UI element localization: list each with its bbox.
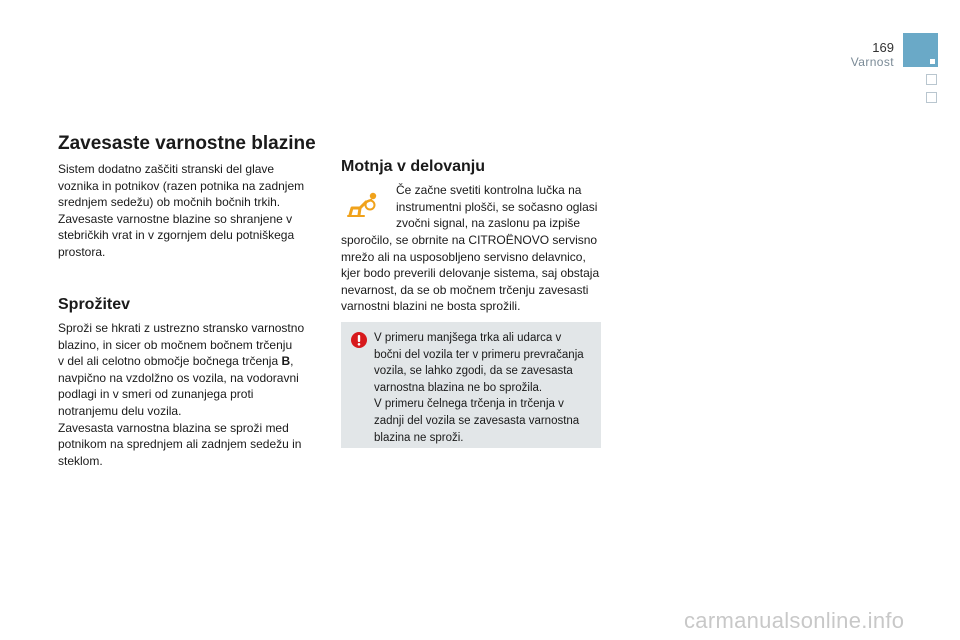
warning-notice-box [341,322,601,448]
intro-line: Sistem dodatno zaščiti stranski del glave [58,162,275,176]
warning-icon [351,332,367,348]
trigger-line: navpično na vzdolžno os vozila, na vodoravni [58,370,299,385]
malfunction-paragraph-rest [341,232,606,315]
chapter-tab-active[interactable] [903,33,938,67]
intro-line: srednjem sedežu) ob močnih bočnih trkih. [58,195,281,210]
trigger-line: Zavesasta varnostna blazina se sproži med [58,420,289,435]
trigger-line: Sproži se hkrati z ustrezno stransko varnostno [58,321,305,335]
intro-paragraph [58,161,320,261]
intro-line: prostora. [58,244,106,259]
malfunction-heading: Motnja v delovanju [341,158,486,175]
warning-notice-text [374,330,596,446]
notice-line: vozila, se lahko zgodi, da se zavesasta [374,365,573,378]
trigger-line-punct: , [290,354,294,369]
trigger-line: steklom. [58,453,103,468]
airbag-warning-lamp-icon [346,190,380,218]
malfunction-line: zvočni signal, na zaslonu pa izpiše [396,216,581,231]
intro-line: stebričkih vrat in v zgornjem delu potniškega [58,228,295,243]
trigger-paragraph [58,320,320,469]
notice-line: zadnji del vozila se zavesasta varnostna [374,414,580,427]
trigger-line: notranjemu delu vozila. [58,403,182,418]
chapter-tab-marker [926,92,937,103]
malfunction-line: Če začne svetiti kontrolna lučka na [396,183,582,197]
trigger-heading: Sprožitev [58,296,131,313]
notice-line: V primeru manjšega trka ali udarca v [374,332,562,344]
trigger-line-text: v del ali celotno območje bočnega trčenja [58,354,282,369]
malfunction-line: kjer bodo preverili delovanje sistema, saj obstaja [341,266,600,281]
trigger-line: potnikom na sprednjem ali zadnjem sedežu in [58,437,302,452]
chapter-tab-marker [926,74,937,85]
trigger-line: blazino, in sicer ob močnem bočnem trčenju [58,337,293,352]
notice-line: blazina ne sproži. [374,431,464,444]
section-label: Varnost [850,55,894,69]
site-watermark: carmanualsonline.info [684,608,905,633]
zone-b-label: B [281,354,291,369]
notice-line: varnostna blazina ne bo sprožila. [374,381,543,394]
trigger-line: podlagi in v smeri od zunanjega proti [58,387,254,402]
intro-line: voznika in potnikov (razen potnika na zadnjem [58,178,305,193]
malfunction-line: mrežo ali na usposobljeno servisno delavnico, [341,249,586,264]
malfunction-line: nevarnost, da se ob močnem trčenju zavesasti [341,282,589,297]
malfunction-line: instrumentni plošči, se sočasno oglasi [396,199,598,214]
malfunction-line: varnostni blazini ne bosta sprožili. [341,299,521,314]
intro-line: Zavesaste varnostne blazine so shranjene v [58,211,293,226]
page-title: Zavesaste varnostne blazine [58,133,316,154]
trigger-line [58,353,320,370]
notice-line: V primeru čelnega trčenja in trčenja v [374,398,564,411]
malfunction-line: sporočilo, se obrnite na CITROËNOVO servisno [341,233,598,247]
page-number: 169 [872,40,894,55]
notice-line: bočni del vozila ter v primeru prevračanja [374,348,584,361]
malfunction-paragraph-start [396,182,606,232]
